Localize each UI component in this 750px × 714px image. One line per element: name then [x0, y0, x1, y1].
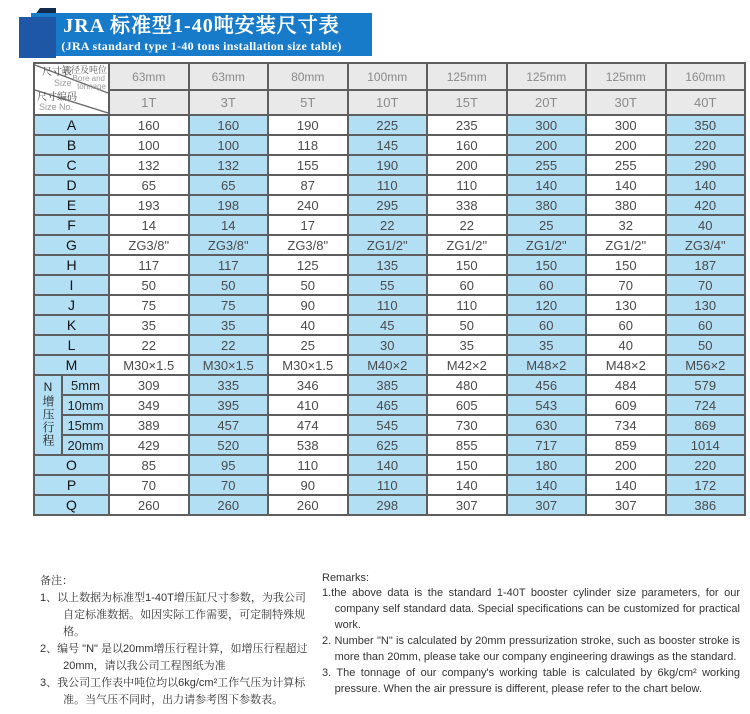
cell-F-7: 40 [666, 215, 746, 235]
cell-10mm-0: 349 [109, 395, 189, 415]
cell-I-5: 60 [507, 275, 587, 295]
cell-L-2: 25 [268, 335, 348, 355]
tonnage-header-2: 5T [268, 90, 348, 115]
row-label-C: C [34, 155, 109, 175]
cell-M-3: M40×2 [348, 355, 428, 375]
cell-K-4: 50 [427, 315, 507, 335]
cell-20mm-4: 855 [427, 435, 507, 455]
table-row-Q [34, 495, 745, 515]
cell-P-5: 140 [507, 475, 587, 495]
row-label-B: B [34, 135, 109, 155]
cell-20mm-2: 538 [268, 435, 348, 455]
cell-C-4: 200 [427, 155, 507, 175]
cell-M-2: M30×1.5 [268, 355, 348, 375]
note-en-2: 2. Number "N" is calculated by 20mm pressurization stroke, such as booster stroke is more than 20mm, please take our company engineering drawings as the standard. [322, 634, 740, 663]
corner-bore-label: 缸径及吨位 [61, 65, 107, 75]
cell-D-4: 110 [427, 175, 507, 195]
tonnage-header-4: 15T [427, 90, 507, 115]
row-label-P: P [34, 475, 109, 495]
cell-20mm-7: 1014 [666, 435, 746, 455]
cell-L-3: 30 [348, 335, 428, 355]
table-row-B [34, 135, 745, 155]
cell-F-6: 32 [586, 215, 666, 235]
row-label-Q: Q [34, 495, 109, 515]
cell-A-3: 225 [348, 115, 428, 135]
row-sublabel-15mm: 15mm [62, 415, 109, 435]
bore-header-4: 125mm [427, 63, 507, 90]
cell-P-7: 172 [666, 475, 746, 495]
cell-P-2: 90 [268, 475, 348, 495]
table-row-C [34, 155, 745, 175]
cell-J-6: 130 [586, 295, 666, 315]
cell-E-5: 380 [507, 195, 587, 215]
cell-A-0: 160 [109, 115, 189, 135]
cell-E-1: 198 [189, 195, 269, 215]
notes-english [322, 572, 746, 709]
cell-G-2: ZG3/8" [268, 235, 348, 255]
table-row-K [34, 315, 745, 335]
cell-5mm-2: 346 [268, 375, 348, 395]
table-row-F [34, 215, 745, 235]
bore-header-2: 80mm [268, 63, 348, 90]
cell-K-3: 45 [348, 315, 428, 335]
tonnage-header-1: 3T [189, 90, 269, 115]
cell-H-5: 150 [507, 255, 587, 275]
cell-A-6: 300 [586, 115, 666, 135]
cell-G-4: ZG1/2" [427, 235, 507, 255]
cell-L-0: 22 [109, 335, 189, 355]
row-label-O: O [34, 455, 109, 475]
cell-10mm-7: 724 [666, 395, 746, 415]
cell-D-6: 140 [586, 175, 666, 195]
cell-Q-0: 260 [109, 495, 189, 515]
cell-D-5: 140 [507, 175, 587, 195]
cell-M-4: M42×2 [427, 355, 507, 375]
cell-P-4: 140 [427, 475, 507, 495]
cell-I-1: 50 [189, 275, 269, 295]
cell-B-4: 160 [427, 135, 507, 155]
cell-10mm-3: 465 [348, 395, 428, 415]
row-sublabel-5mm: 5mm [62, 375, 109, 395]
ribbon-square-decoration [19, 17, 56, 58]
cell-J-3: 110 [348, 295, 428, 315]
cell-A-2: 190 [268, 115, 348, 135]
footnotes [40, 572, 746, 709]
note-cn-1: 1、以上数据为标准型1-40T增压缸尺寸参数，为我公司自定标准数据。如因实际工作需要，可定制特殊规格。 [40, 592, 306, 639]
table-row-20mm [34, 435, 745, 455]
table-row-L [34, 335, 745, 355]
cell-L-6: 40 [586, 335, 666, 355]
cell-Q-7: 386 [666, 495, 746, 515]
cell-B-6: 200 [586, 135, 666, 155]
cell-M-6: M48×2 [586, 355, 666, 375]
cell-M-0: M30×1.5 [109, 355, 189, 375]
cell-G-1: ZG3/8" [189, 235, 269, 255]
table-row-I [34, 275, 745, 295]
cell-20mm-3: 625 [348, 435, 428, 455]
cell-B-5: 200 [507, 135, 587, 155]
notes-chinese-heading: 备注： [40, 575, 73, 587]
cell-Q-5: 307 [507, 495, 587, 515]
cell-20mm-0: 429 [109, 435, 189, 455]
cell-15mm-4: 730 [427, 415, 507, 435]
cell-Q-1: 260 [189, 495, 269, 515]
cell-A-7: 350 [666, 115, 746, 135]
cell-10mm-2: 410 [268, 395, 348, 415]
cell-Q-3: 298 [348, 495, 428, 515]
cell-O-4: 150 [427, 455, 507, 475]
cell-E-4: 338 [427, 195, 507, 215]
cell-P-1: 70 [189, 475, 269, 495]
note-cn-3: 3、我公司工作表中吨位均以6kg/cm²工作气压为计算标准。当气压不同时，出力请参考图下参数表。 [40, 677, 306, 707]
cell-I-3: 55 [348, 275, 428, 295]
tonnage-header-0: 1T [109, 90, 189, 115]
cell-O-5: 180 [507, 455, 587, 475]
cell-10mm-1: 395 [189, 395, 269, 415]
bore-header-0: 63mm [109, 63, 189, 90]
cell-B-3: 145 [348, 135, 428, 155]
cell-H-2: 125 [268, 255, 348, 275]
cell-P-0: 70 [109, 475, 189, 495]
cell-20mm-1: 520 [189, 435, 269, 455]
cell-J-0: 75 [109, 295, 189, 315]
row-label-M: M [34, 355, 109, 375]
cell-D-1: 65 [189, 175, 269, 195]
cell-Q-4: 307 [427, 495, 507, 515]
row-label-L: L [34, 335, 109, 355]
cell-F-4: 22 [427, 215, 507, 235]
cell-C-7: 290 [666, 155, 746, 175]
note-en-1: 1.the above data is the standard 1-40T booster cylinder size parameters, for our company self standard data. Special specifications can be customized for practical work. [322, 587, 740, 631]
cell-O-1: 95 [189, 455, 269, 475]
tonnage-header-5: 20T [507, 90, 587, 115]
cell-K-2: 40 [268, 315, 348, 335]
cell-F-5: 25 [507, 215, 587, 235]
cell-Q-2: 260 [268, 495, 348, 515]
cell-O-7: 220 [666, 455, 746, 475]
table-row-H [34, 255, 745, 275]
row-sublabel-10mm: 10mm [62, 395, 109, 415]
cell-L-1: 22 [189, 335, 269, 355]
cell-C-6: 255 [586, 155, 666, 175]
cell-5mm-3: 385 [348, 375, 428, 395]
row-label-I: I [34, 275, 109, 295]
cell-O-0: 85 [109, 455, 189, 475]
cell-B-1: 100 [189, 135, 269, 155]
page-title: JRA 标准型1-40吨安装尺寸表 [63, 15, 340, 37]
cell-L-4: 35 [427, 335, 507, 355]
cell-20mm-5: 717 [507, 435, 587, 455]
cell-O-6: 200 [586, 455, 666, 475]
table-row-D [34, 175, 745, 195]
table-row-E [34, 195, 745, 215]
cell-A-5: 300 [507, 115, 587, 135]
cell-H-0: 117 [109, 255, 189, 275]
tonnage-header-7: 40T [666, 90, 746, 115]
cell-K-0: 35 [109, 315, 189, 335]
cell-C-3: 190 [348, 155, 428, 175]
corner-sizeno-label-en: Size No. [39, 102, 74, 112]
cell-G-0: ZG3/8" [109, 235, 189, 255]
table-row-10mm [34, 395, 745, 415]
cell-K-1: 35 [189, 315, 269, 335]
cell-M-1: M30×1.5 [189, 355, 269, 375]
cell-15mm-3: 545 [348, 415, 428, 435]
bore-header-row [34, 63, 745, 90]
corner-size-label: 尺寸表 [42, 67, 72, 78]
bore-header-5: 125mm [507, 63, 587, 90]
cell-E-7: 420 [666, 195, 746, 215]
bore-header-3: 100mm [348, 63, 428, 90]
cell-D-3: 110 [348, 175, 428, 195]
cell-20mm-6: 859 [586, 435, 666, 455]
corner-header-cell [34, 63, 109, 115]
cell-C-1: 132 [189, 155, 269, 175]
cell-K-7: 60 [666, 315, 746, 335]
corner-size-label-en: Size [54, 78, 72, 88]
page-subtitle: (JRA standard type 1-40 tons installation size table) [61, 39, 342, 53]
cell-C-5: 255 [507, 155, 587, 175]
cell-5mm-4: 480 [427, 375, 507, 395]
cell-I-7: 70 [666, 275, 746, 295]
corner-sizeno-label: 尺寸编码 [37, 92, 77, 103]
note-en-3: 3. The tonnage of our company's working table is calculated by 6kg/cm² working pressure. When the air pressure is different, please refer to the chart below. [322, 666, 740, 695]
cell-I-6: 70 [586, 275, 666, 295]
cell-E-0: 193 [109, 195, 189, 215]
row-sublabel-20mm: 20mm [62, 435, 109, 455]
table-row-M [34, 355, 745, 375]
cell-H-3: 135 [348, 255, 428, 275]
cell-F-2: 17 [268, 215, 348, 235]
cell-15mm-7: 869 [666, 415, 746, 435]
cell-C-0: 132 [109, 155, 189, 175]
cell-G-3: ZG1/2" [348, 235, 428, 255]
tonnage-header-3: 10T [348, 90, 428, 115]
cell-10mm-4: 605 [427, 395, 507, 415]
cell-K-5: 60 [507, 315, 587, 335]
table-row-P [34, 475, 745, 495]
cell-15mm-5: 630 [507, 415, 587, 435]
cell-H-7: 187 [666, 255, 746, 275]
row-label-G: G [34, 235, 109, 255]
tonnage-header-row [34, 90, 745, 115]
cell-15mm-0: 389 [109, 415, 189, 435]
cell-G-6: ZG1/2" [586, 235, 666, 255]
title-banner [31, 13, 372, 56]
cell-H-6: 150 [586, 255, 666, 275]
size-table [33, 62, 746, 516]
cell-G-7: ZG3/4" [666, 235, 746, 255]
cell-J-1: 75 [189, 295, 269, 315]
bore-header-1: 63mm [189, 63, 269, 90]
corner-bore-label-en2: tonnage [77, 82, 106, 91]
cell-D-7: 140 [666, 175, 746, 195]
cell-5mm-6: 484 [586, 375, 666, 395]
cell-O-2: 110 [268, 455, 348, 475]
notes-english-heading: Remarks: [322, 572, 370, 584]
cell-5mm-5: 456 [507, 375, 587, 395]
cell-15mm-1: 457 [189, 415, 269, 435]
cell-P-3: 110 [348, 475, 428, 495]
table-row-J [34, 295, 745, 315]
tonnage-header-6: 30T [586, 90, 666, 115]
row-label-D: D [34, 175, 109, 195]
notes-chinese [40, 572, 308, 709]
cell-J-7: 130 [666, 295, 746, 315]
row-label-F: F [34, 215, 109, 235]
table-row-15mm [34, 415, 745, 435]
row-label-K: K [34, 315, 109, 335]
cell-C-2: 155 [268, 155, 348, 175]
cell-B-2: 118 [268, 135, 348, 155]
cell-J-5: 120 [507, 295, 587, 315]
table-row-A [34, 115, 745, 135]
cell-B-7: 220 [666, 135, 746, 155]
cell-O-3: 140 [348, 455, 428, 475]
row-label-H: H [34, 255, 109, 275]
cell-L-7: 50 [666, 335, 746, 355]
table-row-G [34, 235, 745, 255]
cell-5mm-1: 335 [189, 375, 269, 395]
table-row-5mm [34, 375, 745, 395]
cell-I-0: 50 [109, 275, 189, 295]
cell-G-5: ZG1/2" [507, 235, 587, 255]
diagonal-header [35, 64, 108, 114]
cell-M-7: M56×2 [666, 355, 746, 375]
cell-H-4: 150 [427, 255, 507, 275]
cell-F-0: 14 [109, 215, 189, 235]
cell-P-6: 140 [586, 475, 666, 495]
cell-L-5: 35 [507, 335, 587, 355]
n-group-label-text: N增压行程 [41, 380, 55, 447]
cell-10mm-5: 543 [507, 395, 587, 415]
cell-J-4: 110 [427, 295, 507, 315]
cell-E-6: 380 [586, 195, 666, 215]
bore-header-7: 160mm [666, 63, 746, 90]
cell-E-2: 240 [268, 195, 348, 215]
cell-H-1: 117 [189, 255, 269, 275]
row-label-J: J [34, 295, 109, 315]
cell-J-2: 90 [268, 295, 348, 315]
corner-bore-label-en1: Bore and [72, 74, 105, 83]
cell-15mm-6: 734 [586, 415, 666, 435]
cell-5mm-7: 579 [666, 375, 746, 395]
cell-B-0: 100 [109, 135, 189, 155]
row-label-A: A [34, 115, 109, 135]
cell-A-1: 160 [189, 115, 269, 135]
cell-E-3: 295 [348, 195, 428, 215]
note-cn-2: 2、编号 "N" 是以20mm增压行程计算，如增压行程超过20mm，请以我公司工程图纸为准 [40, 643, 308, 673]
table-row-O [34, 455, 745, 475]
row-label-E: E [34, 195, 109, 215]
cell-10mm-6: 609 [586, 395, 666, 415]
cell-F-3: 22 [348, 215, 428, 235]
cell-15mm-2: 474 [268, 415, 348, 435]
bore-header-6: 125mm [586, 63, 666, 90]
cell-I-4: 60 [427, 275, 507, 295]
n-group-label [34, 375, 62, 455]
cell-K-6: 60 [586, 315, 666, 335]
cell-D-2: 87 [268, 175, 348, 195]
cell-I-2: 50 [268, 275, 348, 295]
cell-D-0: 65 [109, 175, 189, 195]
cell-M-5: M48×2 [507, 355, 587, 375]
cell-F-1: 14 [189, 215, 269, 235]
cell-A-4: 235 [427, 115, 507, 135]
cell-Q-6: 307 [586, 495, 666, 515]
cell-5mm-0: 309 [109, 375, 189, 395]
